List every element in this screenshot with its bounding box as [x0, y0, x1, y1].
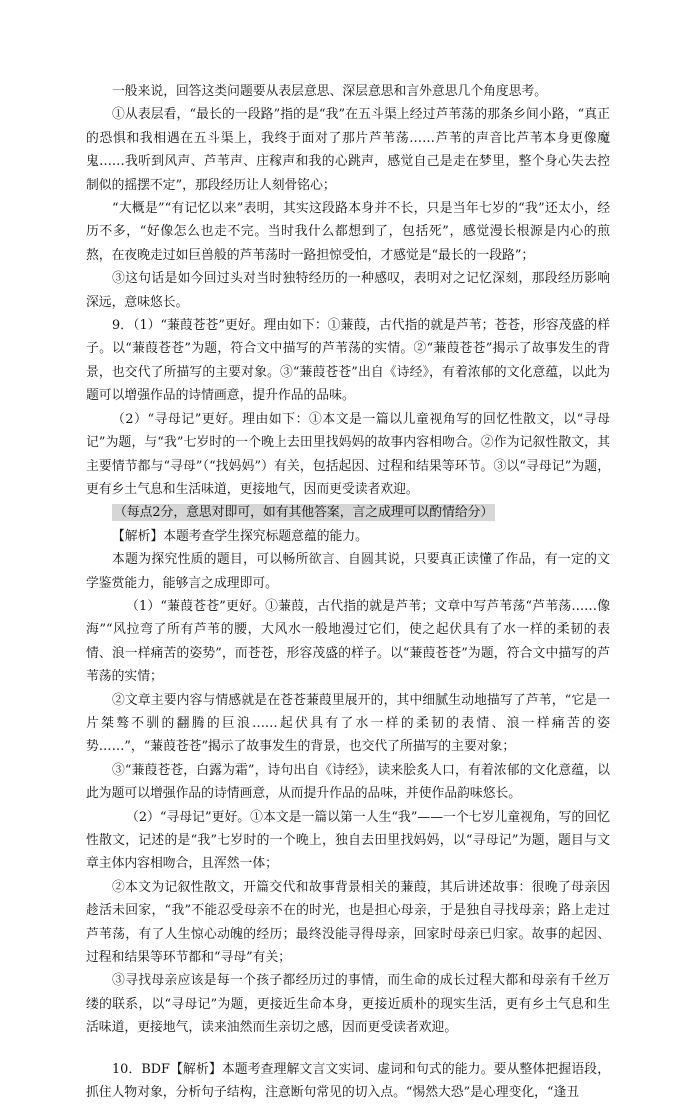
paragraph-3: “大概是”“有记忆以来”表明，其实这段路本身并不长，只是当年七岁的“我”还太小，经历不多，“好像怎么也走不完。当时我什么都想到了，包括死”，感觉漫长根源是内心的煎熬，在夜晚走过如巨兽般的芦苇荡时一路担惊受怕，才感觉是“最长的一段路”； [86, 201, 610, 263]
analysis-intro: 本题为探究性质的题目，可以畅所欲言、自圆其说，只要真正读懂了作品，有一定的文学鉴赏能力，能够言之成理即可。 [86, 552, 610, 591]
paragraph-1: 一般来说，回答这类问题要从表层意思、深层意思和言外意思几个角度思考。 [112, 84, 548, 99]
analysis-1-point-2: ②文章主要内容与情感就是在苍苍蒹葭里展开的，其中细腻生动地描写了芦苇，“它是一片桀骜不驯的翻腾的巨浪……起伏具有了水一样的柔韧的表情、浪一样痛苦的姿势……”，“蒹葭苍苍”揭示了故事发生的背景，也交代了所描写的主要对象； [86, 692, 610, 755]
paragraph-4: ③这句话是如今回过头对当时独特经历的一种感叹，表明对之记忆深刻，那段经历影响深远，意味悠长。 [86, 271, 610, 310]
analysis-1-point-3: ③“蒹葭苍苍，白露为霜”，诗句出自《诗经》，读来脍炙人口，有着浓郁的文化意蕴，以此为题可以增强作品的诗情画意，从而提升作品的品味，并使作品韵味悠长。 [86, 762, 610, 802]
analysis-2-point-3: ③寻找母亲应该是每一个孩子都经历过的事情，而生命的成长过程大都和母亲有千丝万缕的联系，以“寻母记”为题，更接近生命本身，更接近质朴的现实生活，更有乡土气息和生活味道，更接地气，读来油然而生亲切之感，因而更受读者欢迎。 [86, 973, 610, 1036]
answer-10: 10．BDF【解析】本题考查理解文言文实词、虚词和句式的能力。要从整体把握语段，抓住人物对象，分析句子结构，注意断句常见的切入点。“惕然大恐”是心理变化，“逢丑 [86, 1061, 610, 1101]
analysis-1: （1）“蒹葭苍苍”更好。①蒹葭，古代指的就是芦苇；文章中写芦苇荡“芦苇荡……像海”“风拉弯了所有芦苇的腰，大风水一般地漫过它们，使之起伏具有了水一样的柔韧的表情、浪一样痛苦的姿势”，而苍苍，形容茂盛的样子。以“蒹葭苍苍”为题，符合文中描写的芦苇荡的实情； [86, 598, 610, 685]
scoring-note-highlight: （每点2分，意思对即可，如有其他答案，言之成理可以酌情给分） [114, 505, 494, 521]
scoring-note [86, 501, 610, 524]
answer-9-1: 9．（1）“蒹葭苍苍”更好。理由如下：①蒹葭，古代指的就是芦苇；苍苍，形容茂盛的样子。以“蒹葭苍苍”为题，符合文中描写的芦苇荡的实情。②“蒹葭苍苍”揭示了故事发生的背景，也交代了所描写的主要对象。③“蒹葭苍苍”出自《诗经》，有着浓郁的文化意蕴，以此为题可以增强作品的诗情画意，提升作品的品味。 [86, 318, 610, 404]
answer-9-2: （2）“寻母记”更好。理由如下：①本文是一篇以儿童视角写的回忆性散文，以“寻母记”为题，与“我”七岁时的一个晚上去田里找妈妈的故事内容相吻合。②作为记叙性散文，其主要情节都与“寻母”（“找妈妈”）有关，包括起因、过程和结果等环节。③以“寻母记”为题，更有乡土气息和生活味道，更接地气，因而更受读者欢迎。 [86, 411, 610, 497]
section-gap [86, 1040, 610, 1058]
analysis-2-point-2: ②本文为记叙性散文，开篇交代和故事背景相关的蒹葭，其后讲述故事：很晚了母亲因趁活未回家，“我”不能忍受母亲不在的时光，也是担心母亲，于是独自寻找母亲；路上走过芦苇荡，有了人生惊心动魄的经历；最终没能寻得母亲，回家时母亲已归家。故事的起因、过程和结果等环节都和“寻母”有关； [86, 879, 610, 966]
paragraph-2: ①从表层看，“最长的一段路”指的是“我”在五斗渠上经过芦苇荡的那条乡间小路，“真正的恐惧和我相遇在五斗渠上，我终于面对了那片芦苇荡……芦苇的声音比芦苇本身更像魔鬼……我听到风声、芦苇声、庄稼声和我的心跳声，感觉自己是走在梦里，整个身心失去控制似的摇摆不定”，那段经历让人刻骨铭心； [86, 107, 610, 193]
analysis-2: （2）“寻母记”更好。①本文是一篇以第一人生“我”——一个七岁儿童视角，写的回忆性散文，记述的是“我”七岁时的一个晚上，独自去田里找妈妈，以“寻母记”为题，题目与文章主体内容相吻合，且浑然一体； [86, 809, 610, 872]
analysis-heading: 【解析】本题考查学生探究标题意蕴的能力。 [112, 528, 368, 544]
